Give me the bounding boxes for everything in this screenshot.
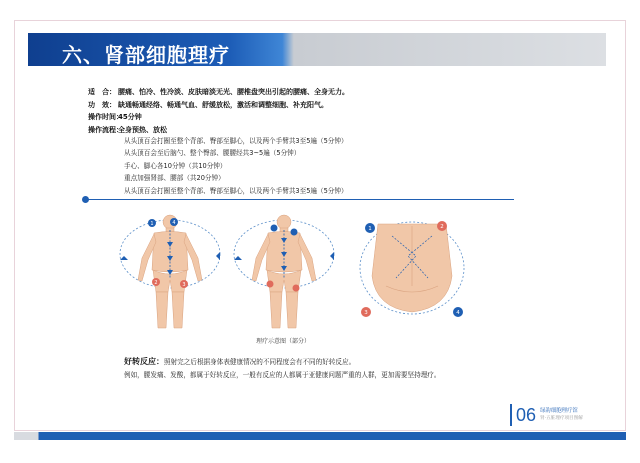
- lower-back-figure: [356, 216, 468, 320]
- marker-label: 2: [440, 224, 444, 230]
- step-item: 从头顶百会至后脑勺、整个臀部、腰腰经共3~5遍（5分钟）: [124, 149, 301, 158]
- back-body-figure-1: [114, 208, 226, 334]
- page-frame-left: [14, 20, 15, 431]
- step-item: 手心、脚心各10分钟（共10分钟）: [124, 161, 227, 170]
- page-sublabel: 肾·五脏理疗项目图解: [540, 416, 583, 421]
- page-badge: [510, 404, 583, 426]
- info-row-effect: [88, 99, 349, 112]
- section-divider: [86, 199, 514, 200]
- info-label: 操作时间：: [88, 113, 123, 122]
- reaction-heading: 好转反应：: [124, 357, 164, 366]
- page-title: 六、肾部细胞理疗: [62, 43, 230, 67]
- step-item: 从头顶百会打圈至整个背部、臀部至脚心，以及两个手臂共3至5遍（5分钟）: [124, 186, 348, 195]
- marker-label: 2: [154, 280, 158, 286]
- marker-label: 1: [368, 226, 372, 232]
- marker-label: 3: [364, 310, 368, 316]
- back-body-figure-2: [228, 208, 340, 334]
- marker-label: 1: [150, 221, 154, 227]
- procedure-steps: [124, 135, 348, 197]
- page-label: 绿韵细胞理疗馆: [540, 408, 578, 414]
- reaction-section: [124, 355, 441, 382]
- step-item: 重点加强肾部、腰部（共20分钟）: [124, 174, 225, 183]
- info-block: [88, 86, 349, 136]
- page-number: 06: [516, 404, 537, 425]
- marker-label: 3: [182, 282, 186, 288]
- info-label: 适 合：: [88, 88, 116, 96]
- figure-caption: 理疗示意图（部分）: [256, 338, 311, 345]
- page-frame-top: [14, 20, 626, 21]
- page-frame-right: [625, 20, 626, 431]
- page-frame-bottom: [14, 430, 626, 431]
- marker-label: 4: [456, 310, 460, 316]
- info-label: 功 效：: [88, 100, 116, 109]
- step-item: 从头顶百会打圈至整个背部、臀部至脚心，以及两个手臂共3至5遍（5分钟）: [124, 137, 348, 145]
- info-value: 缺通畅通经络、畅通气血、舒缓放松，激活和调整细胞、补充阳气。: [118, 100, 328, 109]
- info-row-suitable: [88, 86, 349, 99]
- info-label: 操作流程：: [88, 125, 123, 134]
- info-value: 45分钟: [118, 113, 142, 122]
- marker-label: 4: [172, 220, 176, 226]
- reaction-text: 照射完之后根据身体表健康情况的不同程度会有不同的好转反应。: [164, 358, 356, 366]
- footer-bar: [14, 432, 626, 440]
- reaction-text: 例如，腰发痛、发酸，都属于好转反应，一般有反应的人都属于亚健康问题严重的人群，更加需要坚持理疗。: [124, 371, 441, 379]
- info-value: 腰痛、怕冷、性冷淡、皮肤暗淡无光、腰椎盘突出引起的腰痛、全身无力。: [118, 88, 349, 96]
- info-value: 全身预热、放松: [118, 125, 167, 134]
- info-row-duration: [88, 111, 349, 124]
